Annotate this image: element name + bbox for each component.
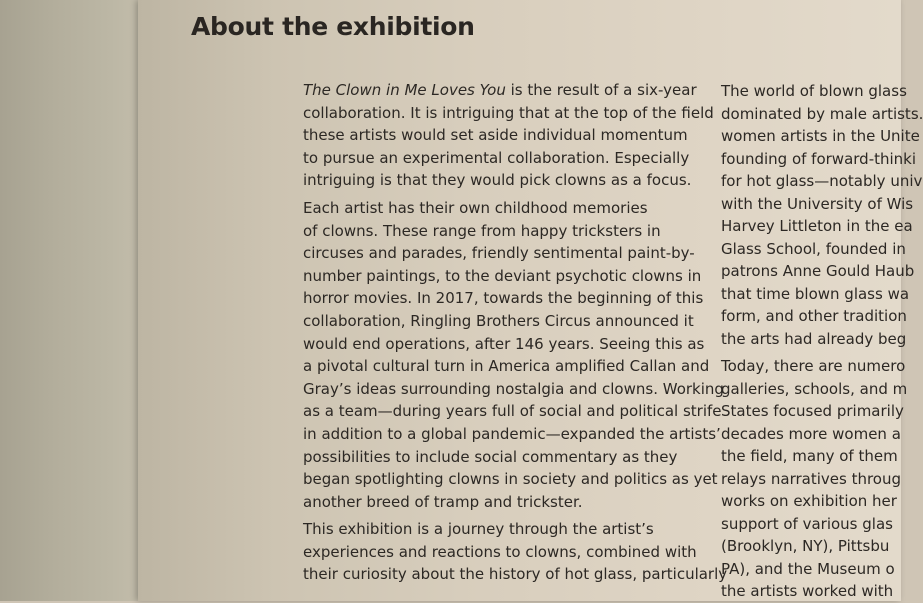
text-line: galleries, schools, and m [721, 379, 908, 398]
text-line: Each artist has their own childhood memories [303, 198, 648, 217]
text-line: Today, there are numero [721, 357, 906, 375]
exhibition-heading: About the exhibition [191, 12, 475, 41]
text-line: intriguing is that they would pick clowns as a focus. [303, 171, 692, 190]
text-line: these artists would set aside individual momentum [303, 126, 688, 145]
paragraph-intro [303, 79, 718, 192]
text-line: women artists in the Unite [721, 127, 920, 145]
text-line: the artists worked with [721, 582, 894, 600]
text-line: patrons Anne Gould Haub [721, 262, 915, 280]
text-line: the field, many of them [721, 447, 898, 465]
text-line: support of various glas [721, 514, 893, 533]
text-line: in addition to a global pandemic—expanded the artists’ [303, 424, 721, 443]
text-line: collaboration, Ringling Brothers Circus announced it [303, 311, 694, 330]
text-line: that time blown glass wa [721, 284, 910, 303]
text-fragment: is the result of a six-year [505, 81, 697, 99]
text-line: circuses and parades, friendly sentimental paint-by- [303, 244, 695, 263]
text-line: their curiosity about the history of hot glass, particularly [303, 565, 728, 584]
text-line: to pursue an experimental collaboration. Especially [303, 148, 690, 167]
text-line: PA), and the Museum o [721, 559, 895, 578]
text-column-left [303, 79, 728, 586]
text-line: for hot glass—notably univ [721, 172, 923, 190]
paragraph-clown-memories [303, 197, 724, 513]
text-line: Glass School, founded in [721, 239, 906, 258]
text-line: experiences and reactions to clowns, combined with [303, 542, 697, 561]
text-line: number paintings, to the deviant psychotic clowns in [303, 266, 702, 285]
text-line: decades more women a [721, 424, 901, 443]
wall-background [0, 0, 138, 601]
paragraph-blown-glass-history [721, 80, 923, 350]
text-line: Harvey Littleton in the ea [721, 217, 913, 235]
text-line: collaboration. It is intriguing that at the top of the field [303, 103, 714, 122]
text-line: relays narratives throug [721, 469, 902, 488]
text-line: (Brooklyn, NY), Pittsbu [721, 537, 890, 555]
text-line: possibilities to include social commentary as they [303, 447, 678, 466]
text-line: This exhibition is a journey through the artist’s [303, 520, 654, 539]
text-line: horror movies. In 2017, towards the beginning of this [303, 289, 704, 308]
text-line: began spotlighting clowns in society and politics as yet [303, 470, 718, 489]
text-line: The world of blown glass [721, 82, 907, 100]
text-line: another breed of tramp and trickster. [303, 492, 583, 511]
text-line: States focused primarily [721, 402, 904, 420]
text-line: of clowns. These range from happy tricksters in [303, 221, 661, 240]
text-line: a pivotal cultural turn in America amplified Callan and [303, 357, 710, 376]
exhibition-title: The Clown in Me Loves You [303, 81, 506, 99]
text-line: founding of forward-thinki [721, 149, 917, 168]
paragraph-today [721, 355, 908, 603]
text-line: with the University of Wis [721, 194, 914, 213]
text-line [303, 79, 718, 102]
paragraph-journey [303, 518, 728, 586]
text-line: the arts had already beg [721, 329, 907, 348]
text-column-right [721, 80, 923, 603]
text-line: form, and other tradition [721, 307, 907, 325]
text-line: Gray’s ideas surrounding nostalgia and clowns. Working [303, 379, 724, 398]
text-line: works on exhibition her [721, 492, 897, 510]
text-line: as a team—during years full of social and political strife [303, 402, 722, 421]
text-line: dominated by male artists. [721, 104, 923, 123]
text-line: would end operations, after 146 years. Seeing this as [303, 334, 705, 353]
